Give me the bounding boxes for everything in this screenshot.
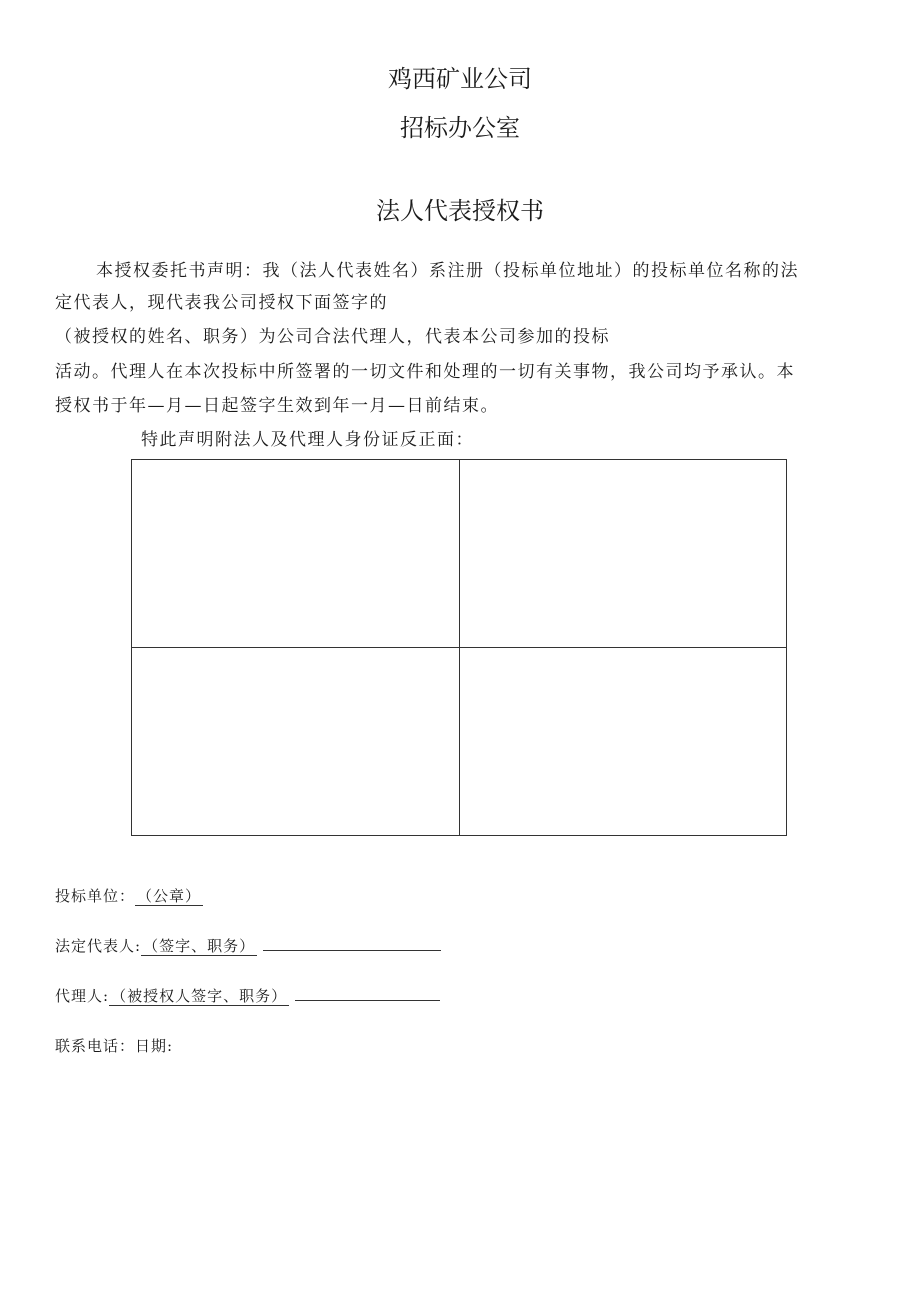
bidder-label: 投标单位： xyxy=(55,887,136,905)
contact-date-field: 联系电话：日期: xyxy=(55,1037,174,1055)
body-line-4: 活动。代理人在本次投标中所签署的一切文件和处理的一切有关事物，我公司均予承认。本 xyxy=(55,362,795,382)
body-line-3: （被授权的姓名、职务）为公司合法代理人，代表本公司参加的投标 xyxy=(55,327,610,347)
agent-field xyxy=(55,986,440,1006)
agent-blank-line xyxy=(295,986,440,1001)
legal-rep-field xyxy=(55,936,441,956)
id-card-cell-bottom-right xyxy=(460,648,786,835)
id-card-grid xyxy=(131,459,787,836)
grid-horizontal-divider xyxy=(132,647,786,648)
body-line-1: 本授权委托书声明：我（法人代表姓名）系注册（投标单位地址）的投标单位名称的法 xyxy=(96,261,799,281)
body-line-6: 特此声明附法人及代理人身份证反正面： xyxy=(141,430,474,450)
id-card-cell-bottom-left xyxy=(132,648,459,835)
agent-label: 代理人: xyxy=(55,987,110,1005)
body-line-2: 定代表人，现代表我公司授权下面签字的 xyxy=(55,293,388,313)
id-card-cell-top-right xyxy=(460,460,786,647)
legal-rep-label: 法定代表人: xyxy=(55,937,142,955)
bidder-field xyxy=(55,886,203,906)
id-card-cell-top-left xyxy=(132,460,459,647)
document-title: 法人代表授权书 xyxy=(376,197,544,225)
legal-rep-signature-placeholder: （签字、职务） xyxy=(143,937,256,955)
organization-name: 鸡西矿业公司 xyxy=(388,65,532,93)
department-name: 招标办公室 xyxy=(400,114,520,142)
body-line-5: 授权书于年—月—日起签字生效到年一月—日前结束。 xyxy=(55,396,499,416)
agent-signature-placeholder: （被授权人签字、职务） xyxy=(111,987,288,1005)
bidder-seal-placeholder: （公章） xyxy=(137,887,202,905)
legal-rep-blank-line xyxy=(263,936,441,951)
